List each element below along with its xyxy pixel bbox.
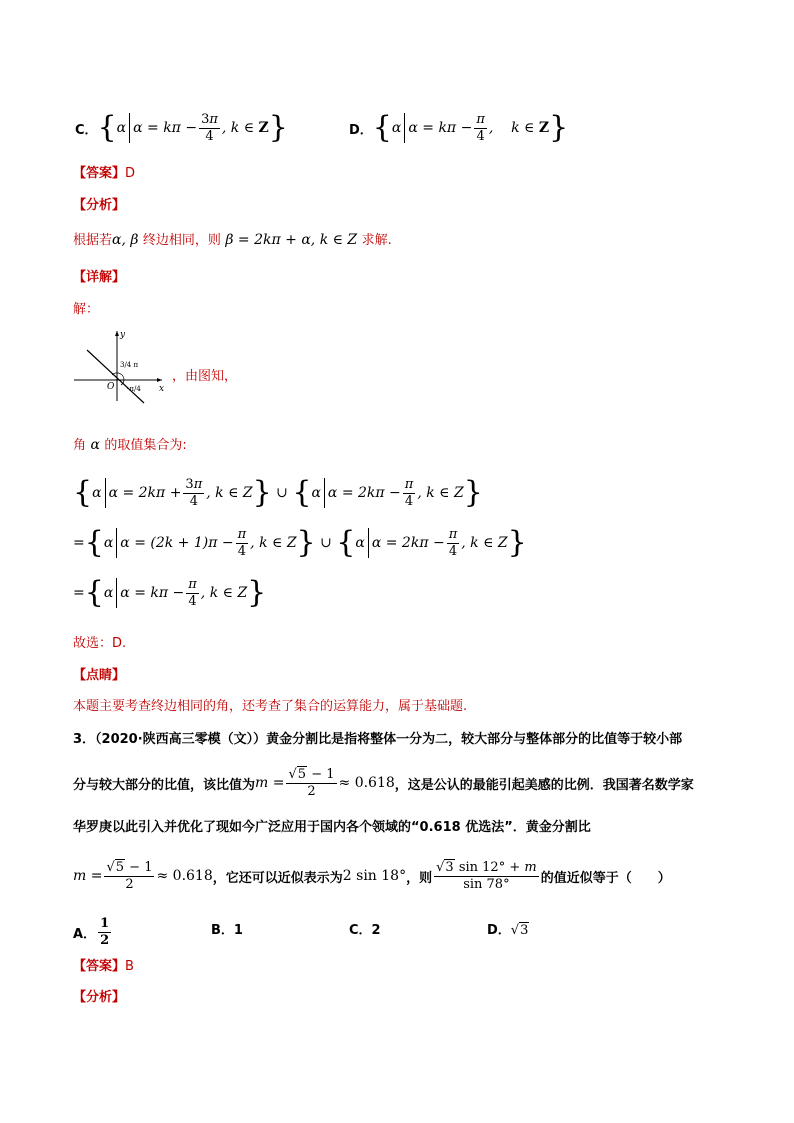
origin-label: O	[107, 382, 115, 392]
set-intro: 角 α 的取值集合为:	[73, 437, 187, 453]
y-label: y	[120, 330, 126, 340]
figure-suffix: ，由图知，	[172, 369, 238, 384]
answer-line	[73, 164, 135, 184]
detail-tag: 【详解】	[73, 270, 126, 285]
set-equation-2: = { α α = (2k + 1)π − $\frac{\pi}{4}$ , k ∈ Z } ∪ { α α = 2kπ − $\frac{\pi}{4}$ , k ∈ Z }	[73, 525, 527, 560]
option-c-label: C．	[75, 122, 98, 138]
q3-line3: 华罗庚以此引入并优化了现如今广泛应用于国内各个领域的“0.618 优选法”．黄金分割比	[73, 820, 591, 835]
analysis-text: 根据若α, β 终边相同，则 β = 2kπ + α, k ∈ Z 求解.	[73, 232, 392, 248]
q3-analysis-tag: 【分析】	[73, 990, 126, 1005]
answer-value: D	[125, 166, 136, 181]
option-d: D． { α α = kπ − $\frac{\pi}{4}$ , k ∈ Z }	[349, 110, 569, 145]
y-axis-arrow	[115, 331, 119, 336]
angle-figure	[70, 325, 170, 405]
q3-number: 3．	[73, 732, 96, 747]
q3-source: （2020·陕西高三零模（文））	[95, 732, 267, 747]
comment-text: 本题主要考查终边相同的角，还考查了集合的运算能力，属于基础题.	[73, 699, 468, 714]
q3-line2: 分与较大部分的比值，该比值为 m = $\frac{√5 - 1}{2}$ ≈ 0.618 ，这是公认的最能引起美感的比例．我国著名数学家	[73, 766, 694, 799]
conclusion: 故选：D.	[73, 636, 127, 651]
q3-option-d: D．√3	[487, 923, 529, 938]
x-label: x	[159, 384, 165, 394]
lower-angle-label: -π/4	[127, 385, 141, 393]
x-axis-arrow	[157, 378, 162, 382]
option-c: C． { α α = kπ − $\frac{3\pi}{4}$ , k ∈ Z }	[75, 110, 288, 145]
q3-answer-line: 【答案】B	[73, 959, 134, 974]
q3-option-a: A． $\frac{1}{2}$	[73, 915, 110, 948]
solution-label: 解：	[73, 302, 100, 317]
answer-tag: 【答案】	[73, 166, 126, 181]
q3-line4: m = $\frac{√5 - 1}{2}$ ≈ 0.618 ，它还可以近似表示为 2 sin 18° ，则 $\frac{√3 \sin 12^\circ + m}{\sin 78^\circ}$ 的值近似等于（ ）	[73, 859, 671, 892]
analysis-tag: 【分析】	[73, 198, 126, 213]
q3-option-c: C．2	[349, 923, 381, 938]
set-equation-1: { α α = 2kπ + $\frac{3\pi}{4}$ , k ∈ Z } ∪ { α α = 2kπ − $\frac{\pi}{4}$ , k ∈ Z }	[73, 475, 483, 510]
comment-tag: 【点睛】	[73, 668, 126, 683]
set-equation-3: = { α α = kπ − $\frac{\pi}{4}$ , k ∈ Z }	[73, 575, 267, 610]
q3-line1: 3．（2020·陕西高三零模（文））黄金分割比是指将整体一分为二，较大部分与整体部分的比值等于较小部	[73, 732, 683, 747]
q3-option-b: B．1	[211, 923, 243, 938]
upper-angle-label: 3/4 π	[120, 361, 139, 369]
q3-answer-value: B	[125, 959, 134, 974]
terminal-side-line	[87, 350, 144, 403]
option-d-label: D．	[349, 122, 373, 138]
